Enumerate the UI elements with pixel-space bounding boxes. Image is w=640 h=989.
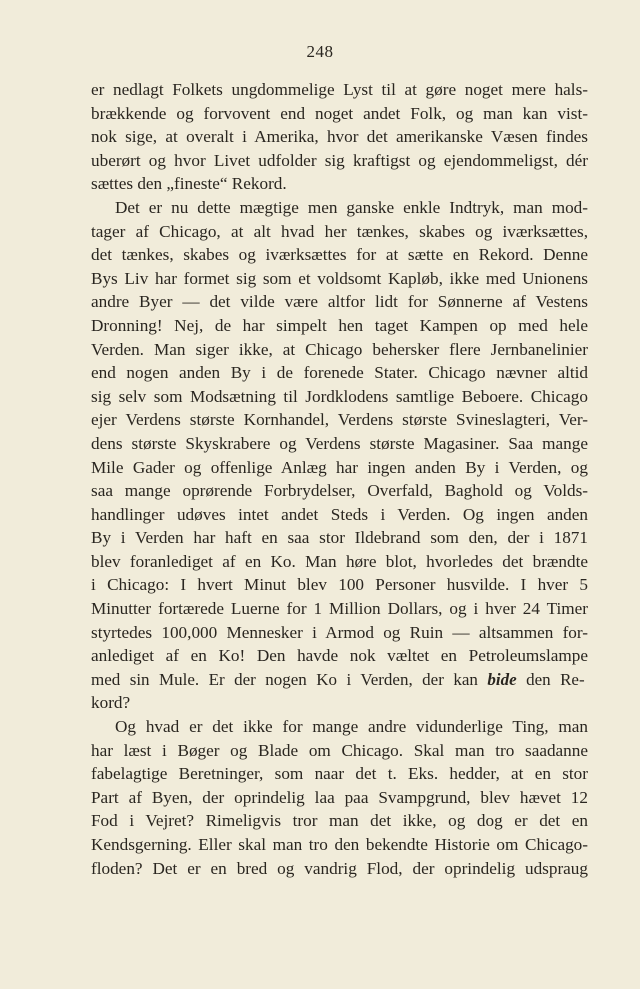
text-line: er nedlagt Folkets ungdommelige Lyst til at gøre noget mere hals-: [91, 80, 588, 99]
text-line: blev foranlediget af en Ko. Man høre blot, hvorledes det brændte: [91, 551, 588, 571]
text-line: det tænkes, skabes og iværksættes for at sætte en Rekord. Denne: [91, 245, 588, 265]
text-fragment: den Re-: [516, 669, 585, 689]
text-line: fabelagtige Beretninger, som naar det t. Eks. hedder, at en stor: [91, 764, 588, 784]
text-line: tager af Chicago, at alt hvad her tænkes, skabes og iværksættes,: [91, 221, 588, 241]
text-fragment: med sin Mule. Er der nogen Ko i Verden, der kan: [91, 669, 488, 689]
text-line: ejer Verdens største Kornhandel, Verdens største Svineslagteri, Ver-: [91, 410, 588, 430]
body-text: [91, 78, 588, 880]
text-line: uberørt og hvor Livet udfolder sig kraftigst og ejendommeligst, dér: [91, 150, 588, 170]
text-line: brækkende og forvovent end noget andet Folk, og man kan vist-: [91, 103, 588, 123]
text-line: styrtedes 100,000 Mennesker i Armod og Ruin — altsammen for-: [91, 622, 588, 642]
text-line: By i Verden har haft en saa stor Ildebrand som den, der i 1871: [91, 528, 588, 548]
text-line: kord?: [91, 693, 131, 713]
text-line: floden? Det er en bred og vandrig Flod, der oprindelig udspraug: [91, 858, 588, 878]
text-line: saa mange oprørende Forbrydelser, Overfald, Baghold og Volds-: [91, 481, 588, 501]
text-line: Minutter fortærede Luerne for 1 Million Dollars, og i hver 24 Timer: [91, 599, 588, 619]
text-line: i Chicago: I hvert Minut blev 100 Personer husvilde. I hver 5: [91, 575, 588, 595]
text-line: Verden. Man siger ikke, at Chicago behersker flere Jernbanelinier: [91, 339, 588, 359]
text-line: handlinger udøves intet andet Steds i Verden. Og ingen anden: [91, 504, 588, 524]
text-line: anlediget af en Ko! Den havde nok væltet en Petroleumslampe: [91, 646, 588, 666]
text-line: end nogen anden By i de forenede Stater. Chicago nævner altid: [91, 363, 588, 383]
text-line: [91, 668, 588, 692]
text-line: Bys Liv har formet sig som et voldsomt Kapløb, ikke med Unionens: [91, 268, 588, 288]
text-line: nok sige, at overalt i Amerika, hvor det amerikanske Væsen findes: [91, 127, 588, 147]
text-line: andre Byer — det vilde være altfor lidt for Sønnerne af Vestens: [91, 292, 588, 312]
text-line: dens største Skyskrabere og Verdens største Magasiner. Saa mange: [91, 433, 588, 453]
emphasized-word: bide: [487, 669, 517, 689]
text-line: Mile Gader og offenlige Anlæg har ingen anden By i Verden, og: [91, 457, 588, 477]
text-line: sættes den „fineste“ Rekord.: [91, 174, 287, 194]
text-line: Kendsgerning. Eller skal man tro den bekendte Historie om Chicago-: [91, 835, 588, 854]
text-line: har læst i Bøger og Blade om Chicago. Skal man tro saadanne: [91, 740, 588, 760]
text-line: Part af Byen, der oprindelig laa paa Svampgrund, blev hævet 12: [91, 787, 588, 807]
page-number: 248: [306, 42, 334, 61]
text-line: Dronning! Nej, de har simpelt hen taget Kampen op med hele: [91, 315, 588, 335]
text-line: Fod i Vejret? Rimeligvis tror man det ikke, og dog er det en: [91, 811, 588, 831]
text-line: Det er nu dette mægtige men ganske enkle Indtryk, man mod-: [115, 197, 588, 217]
text-line: sig selv som Modsætning til Jordklodens samtlige Beboere. Chicago: [91, 386, 588, 406]
text-line: Og hvad er det ikke for mange andre vidunderlige Ting, man: [115, 717, 588, 737]
